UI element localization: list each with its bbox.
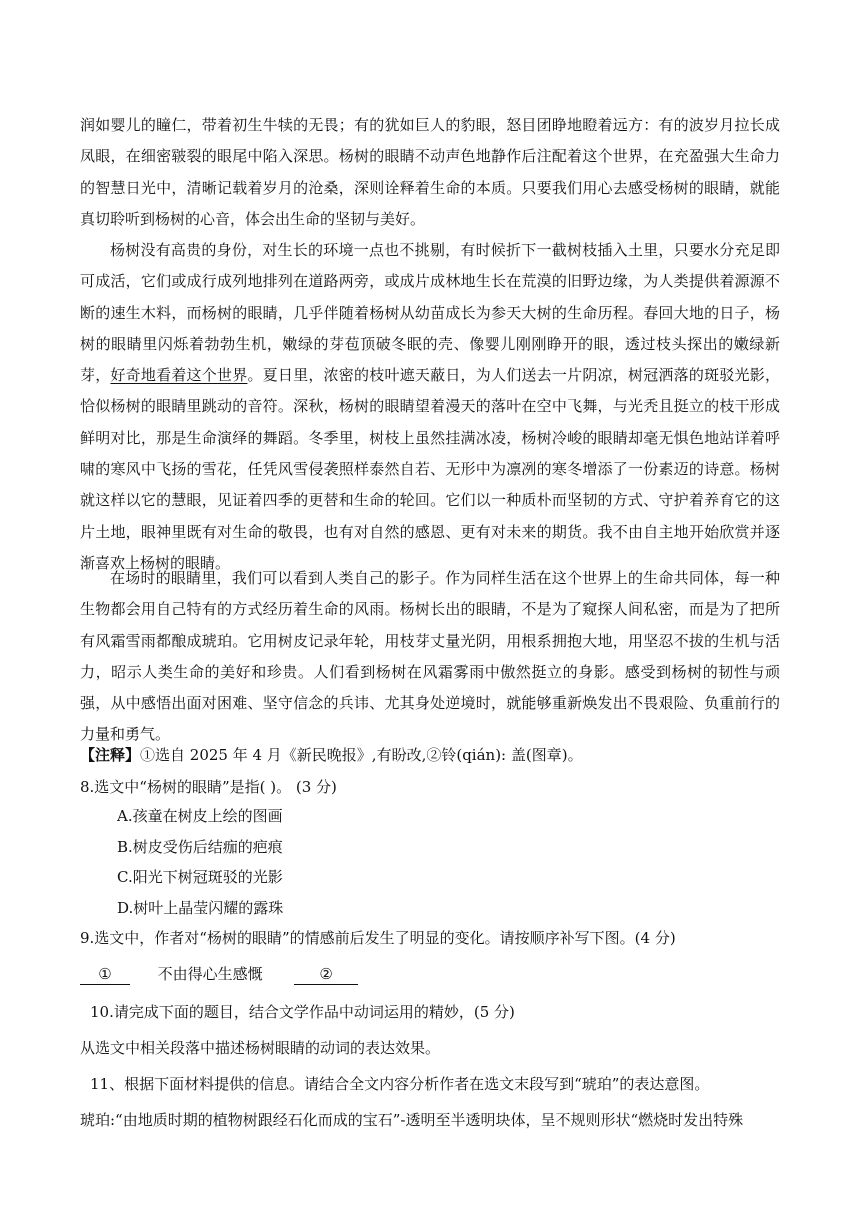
question-8-option-b: B.树皮受伤后结痂的疤痕: [117, 838, 283, 856]
question-9-stem: 9.选文中，作者对“杨树的眼睛”的情感前后发生了明显的变化。请按顺序补写下图。(4 分): [80, 929, 676, 947]
question-8-stem: 8.选文中“杨树的眼睛”是指( )。 (3 分): [80, 778, 337, 796]
question-11-material: 琥珀:“由地质时期的植物树跟经石化而成的宝石”-透明至半透明块体，呈不规则形状“燃烧时发出特殊: [80, 1111, 744, 1129]
question-8-option-d: D.树叶上晶莹闪耀的露珠: [117, 899, 284, 917]
footnote-text: ①选自 2025 年 4 月《新民晚报》,有盼改,②铃(qián): 盖(图章)。: [140, 746, 583, 764]
footnote: [80, 744, 583, 766]
question-8-option-c: C.阳光下树冠斑驳的光影: [117, 868, 283, 886]
question-9-diagram: [80, 963, 358, 985]
underlined-phrase: 好奇地看着这个世界: [110, 366, 248, 385]
footnote-label: 【注释】: [80, 746, 141, 764]
passage-paragraph-2: [80, 235, 780, 579]
diagram-middle-text: 不由得心生感慨: [157, 965, 263, 983]
question-8-option-a: A.孩童在树皮上绘的图画: [117, 807, 283, 825]
passage-paragraph-2-text-a: 杨树没有高贵的身份，对生长的环境一点也不挑剔，有时候折下一截树枝插入土里，只要水分充足即可成活，它们或成行成列地排列在道路两旁，或成片成林地生长在荒漠的旧野边缘，为人类提供着源源不断的速生木料，而杨树的眼睛，几乎伴随着杨树从幼苗成长为参天大树的生命历程。春回大地的日子，杨树的眼睛里闪烁着勃勃生机，嫩绿的芽苞顶破冬眠的壳、像婴儿刚刚睁开的眼，透过枝头探出的嫩绿新芽，: [80, 241, 780, 385]
question-10-line-2: 从选文中相关段落中描述杨树眼睛的动词的表达效果。: [80, 1039, 441, 1057]
passage-paragraph-1: 润如婴儿的瞳仁，带着初生牛犊的无畏；有的犹如巨人的豹眼，怒目团睁地瞪着远方：有的波岁月拉长成凤眼，在细密皲裂的眼尾中陷入深思。杨树的眼睛不动声色地静作后注配着这个世界，在充盈强大生命力的智慧日光中，清晰记载着岁月的沧桑，深则诠释着生命的本质。只要我们用心去感受杨树的眼睛，就能真切聆听到杨树的心音，体会出生命的坚韧与美好。: [80, 116, 780, 228]
question-11-stem: 11、根据下面材料提供的信息。请结合全文内容分析作者在选文末段写到“琥珀”的表达意图。: [90, 1075, 710, 1093]
question-10-stem: 10.请完成下面的题目，结合文学作品中动词运用的精妙，(5 分): [90, 1003, 515, 1021]
passage-paragraph-3: 在场时的眼睛里，我们可以看到人类自己的影子。作为同样生活在这个世界上的生命共同体，每一种生物都会用自己特有的方式经历着生命的风雨。杨树长出的眼睛，不是为了窥探人间私密，而是为了把所有风霜雪雨都酿成琥珀。它用树皮记录年轮，用枝芽丈量光阴，用根系拥抱大地，用坚忍不拔的生机与活力，昭示人类生命的美好和珍贵。人们看到杨树在风霜雾雨中傲然挺立的身影。感受到杨树的韧性与顽强，从中感悟出面对困难、坚守信念的兵讳、尤其身处逆境时，就能够重新焕发出不畏艰险、负重前行的力量和勇气。: [80, 569, 780, 744]
answer-blank-2[interactable]: ②: [294, 964, 358, 985]
answer-blank-1[interactable]: ①: [80, 964, 130, 985]
passage-paragraph-2-text-b: 。夏日里，浓密的枝叶遮天蔽日，为人们送去一片阴凉，树冠洒落的斑驳光影，恰似杨树的眼睛里跳动的音符。深秋，杨树的眼睛望着漫天的落叶在空中飞舞，与光秃且挺立的枝干形成鲜明对比，那是生命演绎的舞蹈。冬季里，树枝上虽然挂满冰凌，杨树冷峻的眼睛却毫无惧色地站详着呼啸的寒风中飞扬的雪花，任凭风雪侵袭照样泰然自若、无形中为凛冽的寒冬增添了一份素迈的诗意。杨树就这样以它的慧眼，见证着四季的更替和生命的轮回。它们以一种质朴而坚韧的方式、守护着养育它的这片土地，眼神里既有对生命的敬畏，也有对自然的感恩、更有对未来的期货。我不由自主地开始欣赏并逐渐喜欢上杨树的眼睛。: [80, 366, 780, 572]
